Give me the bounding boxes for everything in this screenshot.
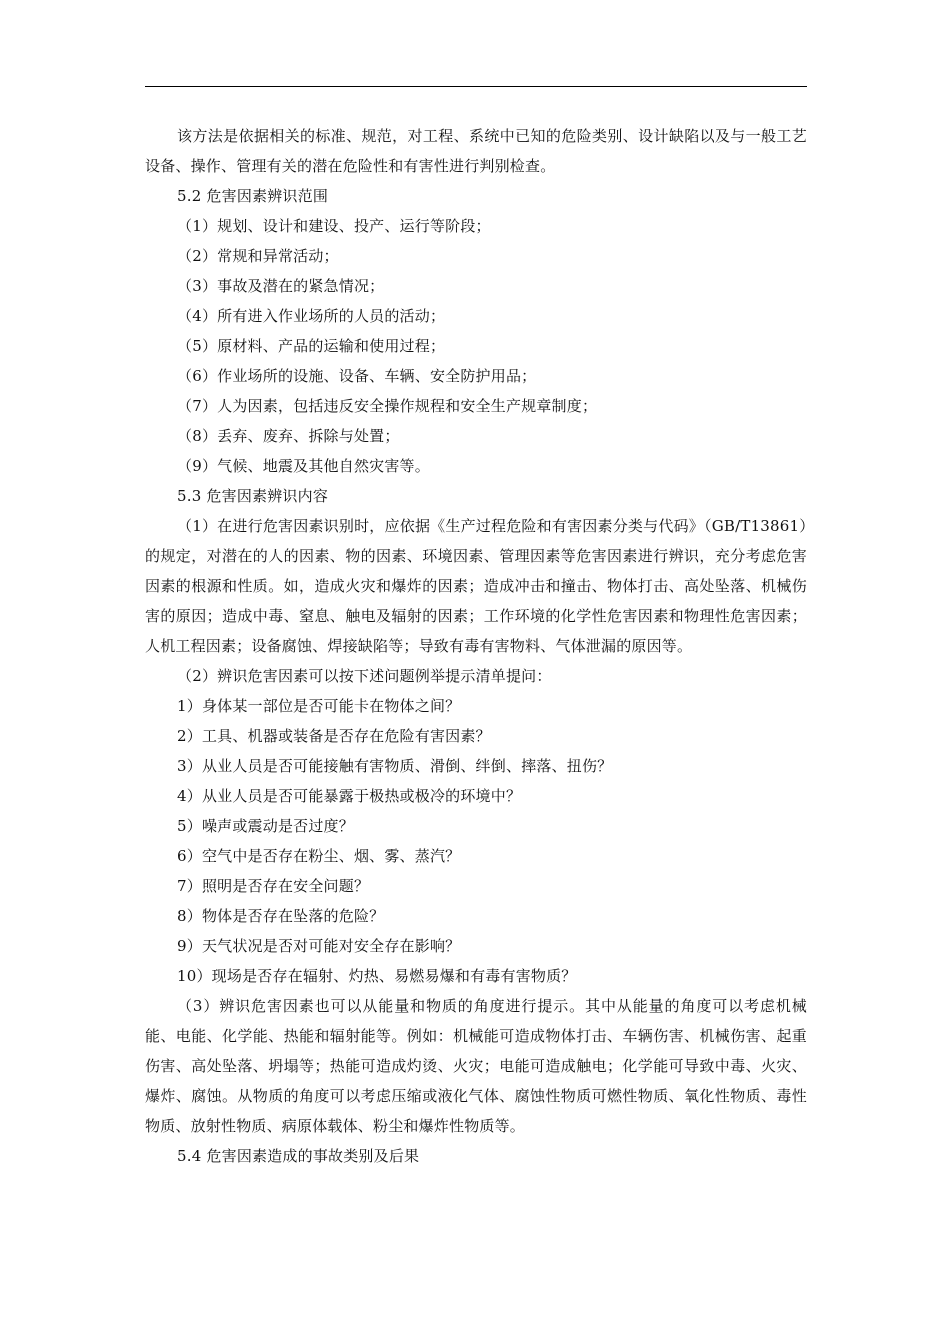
question-item-10: 10）现场是否存在辐射、灼热、易燃易爆和有毒有害物质？: [177, 967, 577, 985]
question-item-4: 4）从业人员是否可能暴露于极热或极冷的环境中？: [177, 787, 522, 805]
scope-item-8: （8）丢弃、废弃、拆除与处置；: [177, 427, 400, 445]
question-item-5: 5）噪声或震动是否过度？: [177, 817, 354, 835]
document-body: [145, 121, 807, 1171]
scope-item-3: （3）事故及潜在的紧急情况；: [177, 277, 385, 295]
scope-item-1: （1）规划、设计和建设、投产、运行等阶段；: [177, 217, 491, 235]
question-item-6: 6）空气中是否存在粉尘、烟、雾、蒸汽？: [177, 847, 461, 865]
scope-item-2: （2）常规和异常活动；: [177, 247, 339, 265]
section-heading-5-4: 5.4 危害因素造成的事故类别及后果: [177, 1147, 420, 1165]
content-paragraph-2: （2）辨识危害因素可以按下述问题例举提示清单提问：: [177, 667, 552, 685]
content-paragraph-3: （3）辨识危害因素也可以从能量和物质的角度进行提示。其中从能量的角度可以考虑机械能、电能、化学能、热能和辐射能等。例如：机械能可造成物体打击、车辆伤害、机械伤害、起重伤害、高处坠落、坍塌等；热能可造成灼烫、火灾；电能可造成触电；化学能可导致中毒、火灾、爆炸、腐蚀。从物质的角度可以考虑压缩或液化气体、腐蚀性物质可燃性物质、氧化性物质、毒性物质、放射性物质、病原体载体、粉尘和爆炸性物质等。: [145, 997, 807, 1135]
scope-item-7: （7）人为因素，包括违反安全操作规程和安全生产规章制度；: [177, 397, 598, 415]
scope-item-4: （4）所有进入作业场所的人员的活动；: [177, 307, 446, 325]
header-rule: [145, 86, 807, 87]
section-heading-5-2: 5.2 危害因素辨识范围: [177, 187, 329, 205]
question-item-1: 1）身体某一部位是否可能卡在物体之间？: [177, 697, 461, 715]
question-item-2: 2）工具、机器或装备是否存在危险有害因素？: [177, 727, 491, 745]
content-paragraph-1: （1）在进行危害因素识别时，应依据《生产过程危险和有害因素分类与代码》（GB/T13861）的规定，对潜在的人的因素、物的因素、环境因素、管理因素等危害因素进行辨识，充分考虑危害因素的根源和性质。如，造成火灾和爆炸的因素；造成冲击和撞击、物体打击、高处坠落、机械伤害的原因；造成中毒、窒息、触电及辐射的因素；工作环境的化学性危害因素和物理性危害因素；人机工程因素；设备腐蚀、焊接缺陷等；导致有毒有害物料、气体泄漏的原因等。: [145, 517, 807, 655]
paragraph-method-description: 该方法是依据相关的标准、规范，对工程、系统中已知的危险类别、设计缺陷以及与一般工艺设备、操作、管理有关的潜在危险性和有害性进行判别检查。: [145, 127, 807, 175]
question-item-8: 8）物体是否存在坠落的危险？: [177, 907, 385, 925]
scope-item-6: （6）作业场所的设施、设备、车辆、安全防护用品；: [177, 367, 537, 385]
section-heading-5-3: 5.3 危害因素辨识内容: [177, 487, 329, 505]
question-item-7: 7）照明是否存在安全问题？: [177, 877, 370, 895]
scope-item-5: （5）原材料、产品的运输和使用过程；: [177, 337, 446, 355]
scope-item-9: （9）气候、地震及其他自然灾害等。: [177, 457, 430, 475]
question-item-3: 3）从业人员是否可能接触有害物质、滑倒、绊倒、摔落、扭伤？: [177, 757, 613, 775]
question-item-9: 9）天气状况是否对可能对安全存在影响？: [177, 937, 461, 955]
